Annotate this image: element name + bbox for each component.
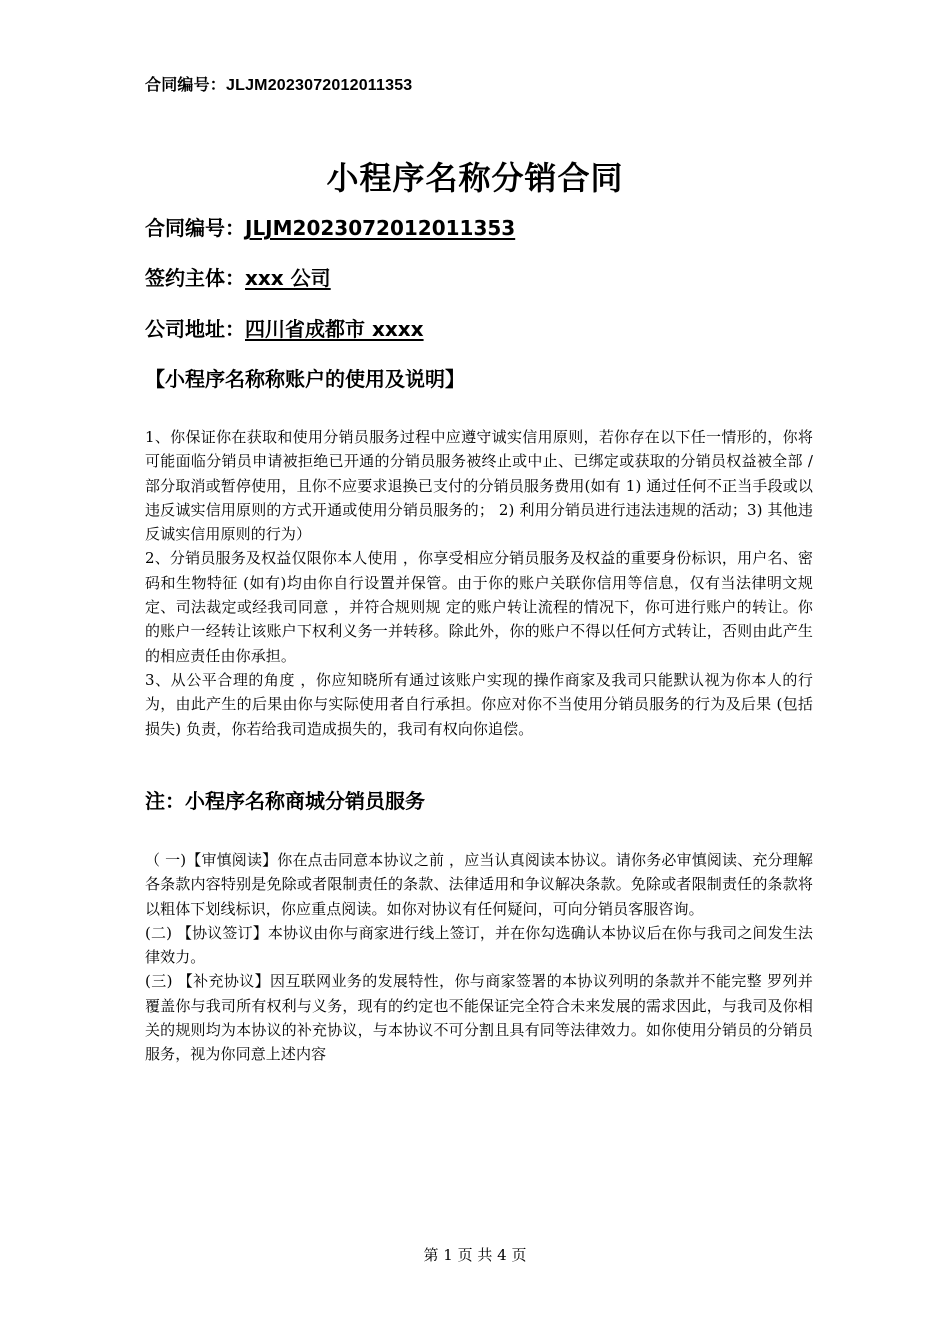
clause-paragraph: （ 一)【审慎阅读】你在点击同意本协议之前 ，应当认真阅读本协议。请你务必审慎阅读、充分理解各条款内容特别是免除或者限制责任的条款、法律适用和争议解决条款。免除或者限制责任的条款将以粗体下划线标识，你应重点阅读。如你对协议有任何疑问，可向分销员客服咨询。 (145, 851, 813, 918)
contract-number-label: 合同编号： (145, 216, 245, 240)
contract-number-value: JLJM2023072012011353 (245, 216, 516, 240)
section-body-distributor-service (145, 848, 813, 1067)
company-address-line (145, 313, 424, 342)
clause-paragraph: (三) 【补充协议】因互联网业务的发展特性，你与商家签署的本协议列明的条款并不能完整 罗列并覆盖你与我司所有权利与义务，现有的约定也不能保证完全符合未来发展的需求因此，与我司及你相关的规则均为本协议的补充协议，与本协议不可分割且具有同等法律效力。如你使用分销员的分销员服务，视为你同意上述内容 (145, 972, 813, 1064)
clause-paragraph: 2、分销员服务及权益仅限你本人使用 ，你享受相应分销员服务及权益的重要身份标识，用户名、密码和生物特征 (如有)均由你自行设置并保管。由于你的账户关联你信用等信息，仅有当法律明文规定、司法裁定或经我司同意 ，并符合规则规 定的账户转让流程的情况下，你可进行账户的转让。你的账户一经转让该账户下权利义务一并转移。除此外，你的账户不得以任何方式转让，否则由此产生的相应责任由你承担。 (145, 549, 813, 665)
clause-paragraph: 1、你保证你在获取和使用分销员服务过程中应遵守诚实信用原则，若你存在以下任一情形的，你将可能面临分销员申请被拒绝已开通的分销员服务被终止或中止、已绑定或获取的分销员权益被全部 / 部分取消或暂停使用，且你不应要求退换已支付的分销员服务费用(如有 1) 通过任何不正当手段或以违反诚实信用原则的方式开通或使用分销员服务的； 2) 利用分销员进行违法违规的活动；3) 其他违反诚实信用原则的行为） (145, 428, 813, 544)
contract-number-line (145, 212, 515, 241)
signing-party-label: 签约主体： (145, 266, 245, 290)
section-body-account-usage (145, 425, 813, 741)
signing-party-value: xxx 公司 (245, 266, 331, 290)
page-header-contract-number (145, 72, 412, 95)
page-number-footer: 第 1 页 共 4 页 (423, 1246, 527, 1264)
section-heading-account-usage: 【小程序名称称账户的使用及说明】 (145, 367, 465, 391)
document-title: 小程序名称分销合同 (326, 159, 624, 197)
header-contract-value: JLJM2023072012011353 (226, 77, 413, 94)
clause-paragraph: 3、从公平合理的角度 ，你应知晓所有通过该账户实现的操作商家及我司只能默认视为你本人的行为，由此产生的后果由你与实际使用者自行承担。你应对你不当使用分销员服务的行为及后果 (包括损失) 负责，你若给我司造成损失的，我司有权向你追偿。 (145, 670, 813, 738)
company-address-label: 公司地址： (145, 317, 245, 341)
section-heading-distributor-service: 注：小程序名称商城分销员服务 (145, 789, 425, 813)
clause-paragraph: (二) 【协议签订】本协议由你与商家进行线上签订，并在你勾选确认本协议后在你与我司之间发生法律效力。 (145, 923, 813, 967)
company-address-value: 四川省成都市 xxxx (245, 317, 424, 341)
signing-party-line (145, 262, 331, 291)
header-contract-label: 合同编号： (145, 77, 227, 94)
